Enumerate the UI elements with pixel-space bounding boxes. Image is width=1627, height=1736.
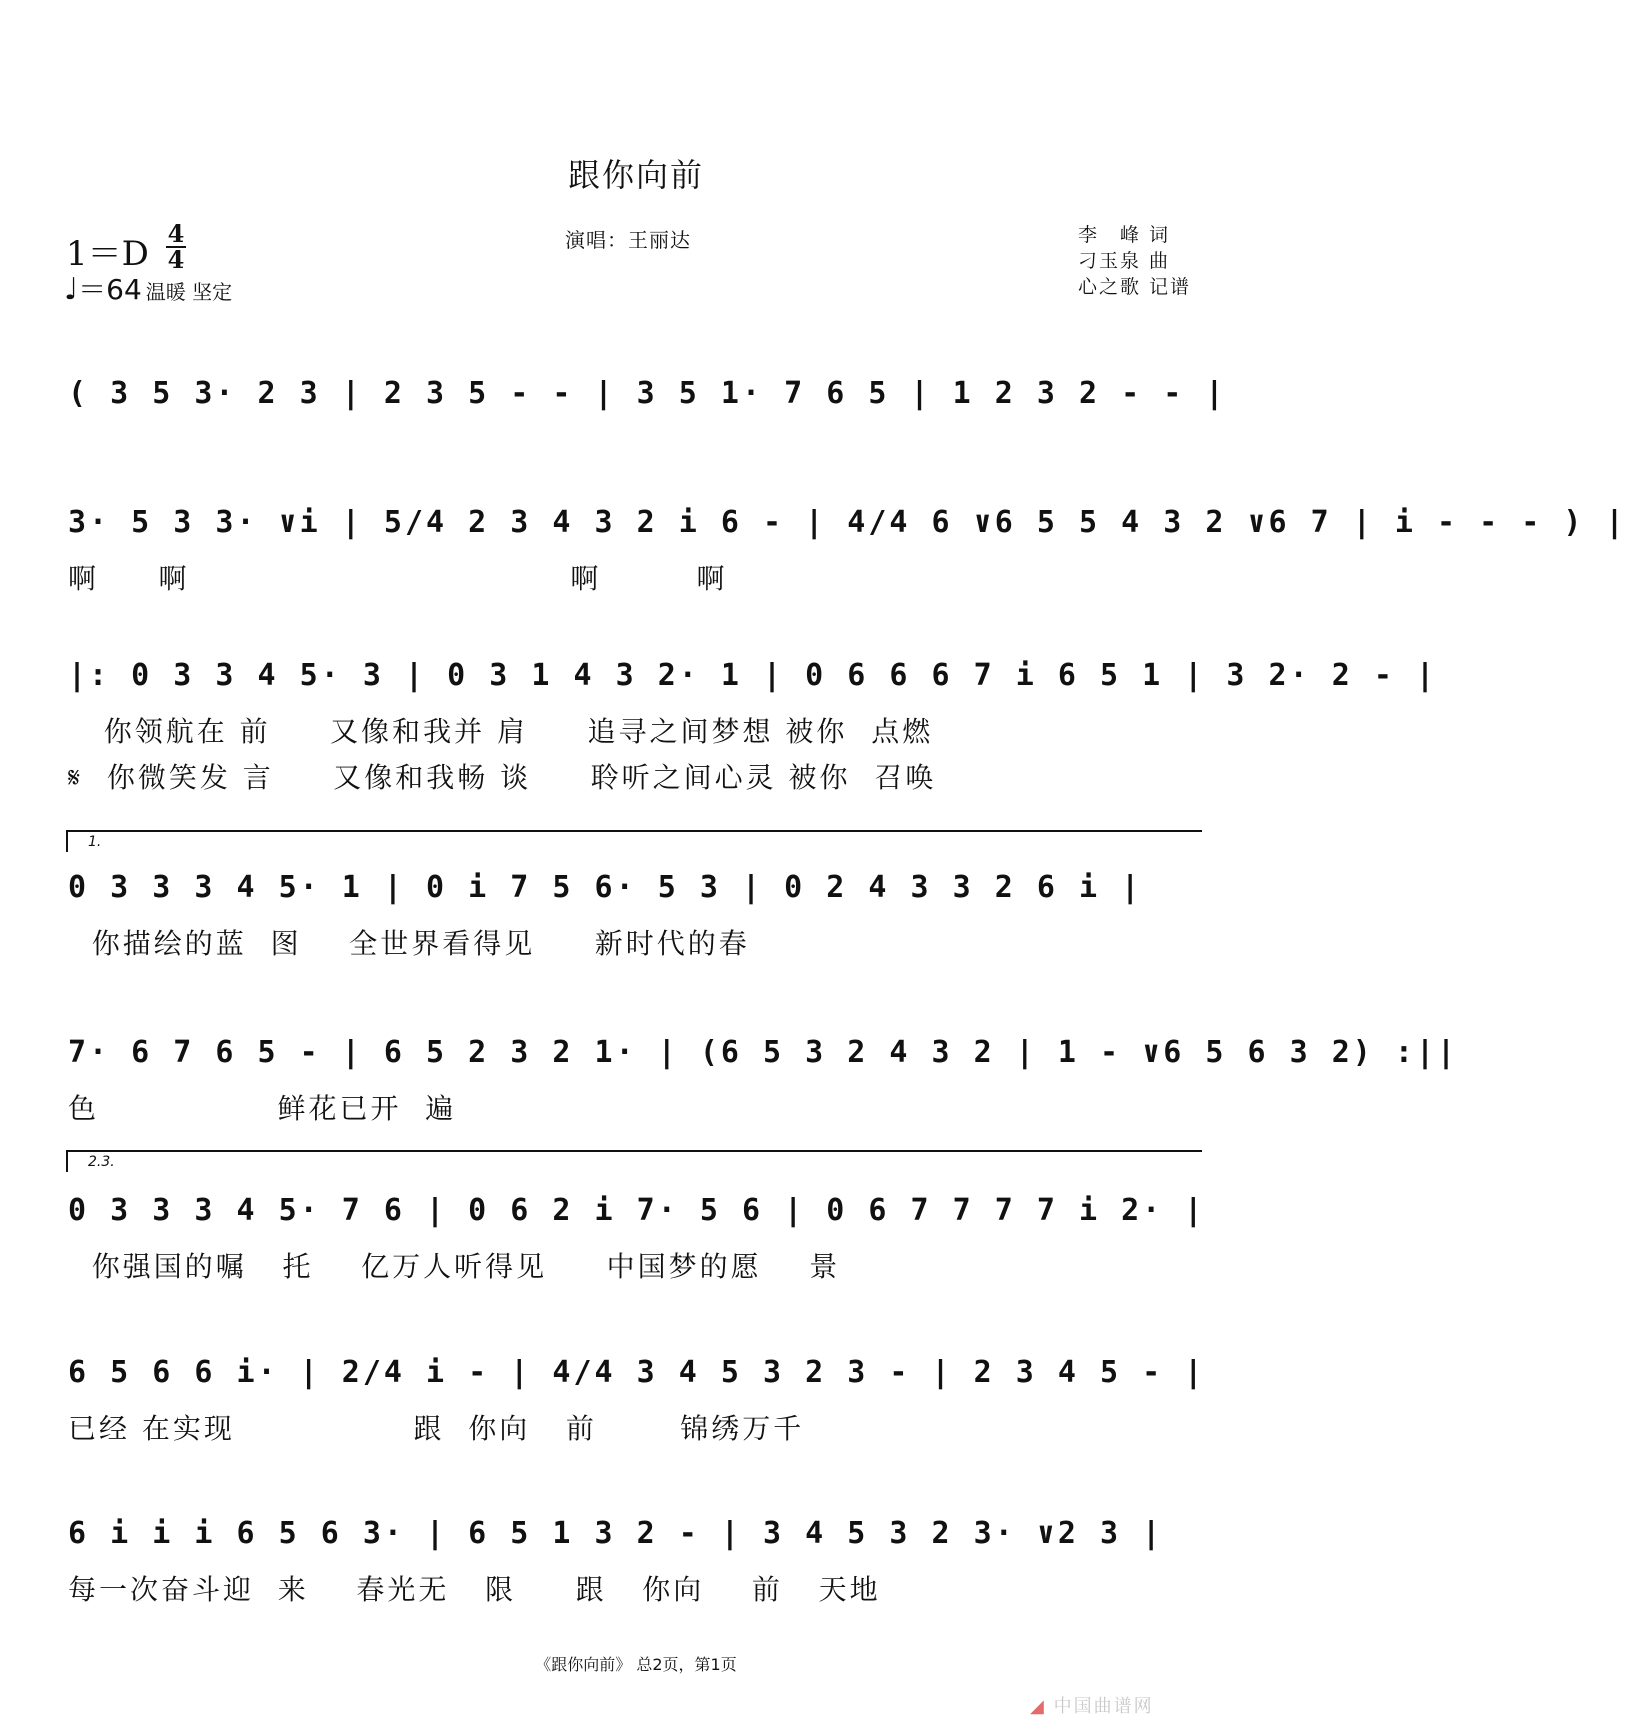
notes-row-7: 6 5 6 6 i· | 2/4 i - | 4/4 3 4 5 3 2 3 - | 2 3 4 5 - | [68,1355,1206,1390]
singer-credit: 演唱：王丽达 [565,228,691,252]
notes-row-2: 3· 5 3 3· ∨i | 5/4 2 3 4 3 2 i 6 - | 4/4 6 ∨6 5 5 4 3 2 ∨6 7 | i - - - ) | [68,505,1627,540]
lyric-row-7: 已经 在实现 跟 你向 前 锦绣万千 [68,1412,805,1445]
lyric-row-5: 色 鲜花已开 遍 [68,1092,457,1125]
notes-row-6: 0 3 3 3 4 5· 7 6 | 0 6 2 i 7· 5 6 | 0 6 7 7 7 7 i 2· | [68,1193,1206,1228]
first-ending-bracket [66,830,1202,852]
lyric-row-4: 你描绘的蓝 图 全世界看得见 新时代的春 [68,927,750,960]
tempo-value: ＝64 [78,273,142,306]
time-signature-top: 4 [167,219,185,248]
notes-row-8: 6 i i i 6 5 6 3· | 6 5 1 3 2 - | 3 4 5 3 2 3· ∨2 3 | [68,1516,1164,1551]
notes-row-5: 7· 6 7 6 5 - | 6 5 2 3 2 1· | (6 5 3 2 4 3 2 | 1 - ∨6 5 6 3 2) :|| [68,1035,1459,1070]
notes-row-4: 0 3 3 3 4 5· 1 | 0 i 7 5 6· 5 3 | 0 2 4 3 3 2 6 i | [68,870,1143,905]
watermark-mark-icon: ◢ [1030,1696,1046,1717]
credits-block [1078,222,1191,300]
watermark-text: 中国曲谱网 [1053,1696,1154,1717]
composer-credit: 刁玉泉 曲 [1078,250,1171,272]
lyric-row-3-verse-2: 𝄋 你微笑发 言 又像和我畅 谈 聆听之间心灵 被你 召唤 [68,761,937,794]
time-signature-bottom: 4 [167,245,185,274]
time-signature [164,219,188,274]
expression-text: 温暖 坚定 [145,280,233,304]
second-ending-label: 2.3. [88,1154,115,1170]
lyric-row-6: 你强国的嘱 托 亿万人听得见 中国梦的愿 景 [68,1250,841,1283]
lyric-row-3-verse-1: 你领航在 前 又像和我并 肩 追寻之间梦想 被你 点燃 [68,715,934,748]
notes-row-3: |: 0 3 3 4 5· 3 | 0 3 1 4 3 2· 1 | 0 6 6 6 7 i 6 5 1 | 3 2· 2 - | [68,658,1437,693]
lyric-row-2: 啊 啊 啊 啊 [68,562,728,595]
lyric-row-8: 每一次奋斗迎 来 春光无 限 跟 你向 前 天地 [68,1573,881,1606]
tempo-marking [64,268,232,308]
transcriber-credit: 心之歌 记谱 [1078,276,1192,298]
first-ending-label: 1. [88,834,102,850]
quarter-note-icon: ♩ [64,272,79,307]
page-footer: 《跟你向前》 总2页，第1页 [535,1655,737,1674]
lyricist-credit: 李 峰 词 [1078,224,1171,246]
watermark-logo [1030,1692,1154,1718]
key-signature: 1＝D [66,234,149,274]
notes-row-1: ( 3 5 3· 2 3 | 2 3 5 - - | 3 5 1· 7 6 5 | 1 2 3 2 - - | [68,376,1227,411]
page-title: 跟你向前 [567,156,704,194]
second-ending-bracket [66,1150,1202,1172]
